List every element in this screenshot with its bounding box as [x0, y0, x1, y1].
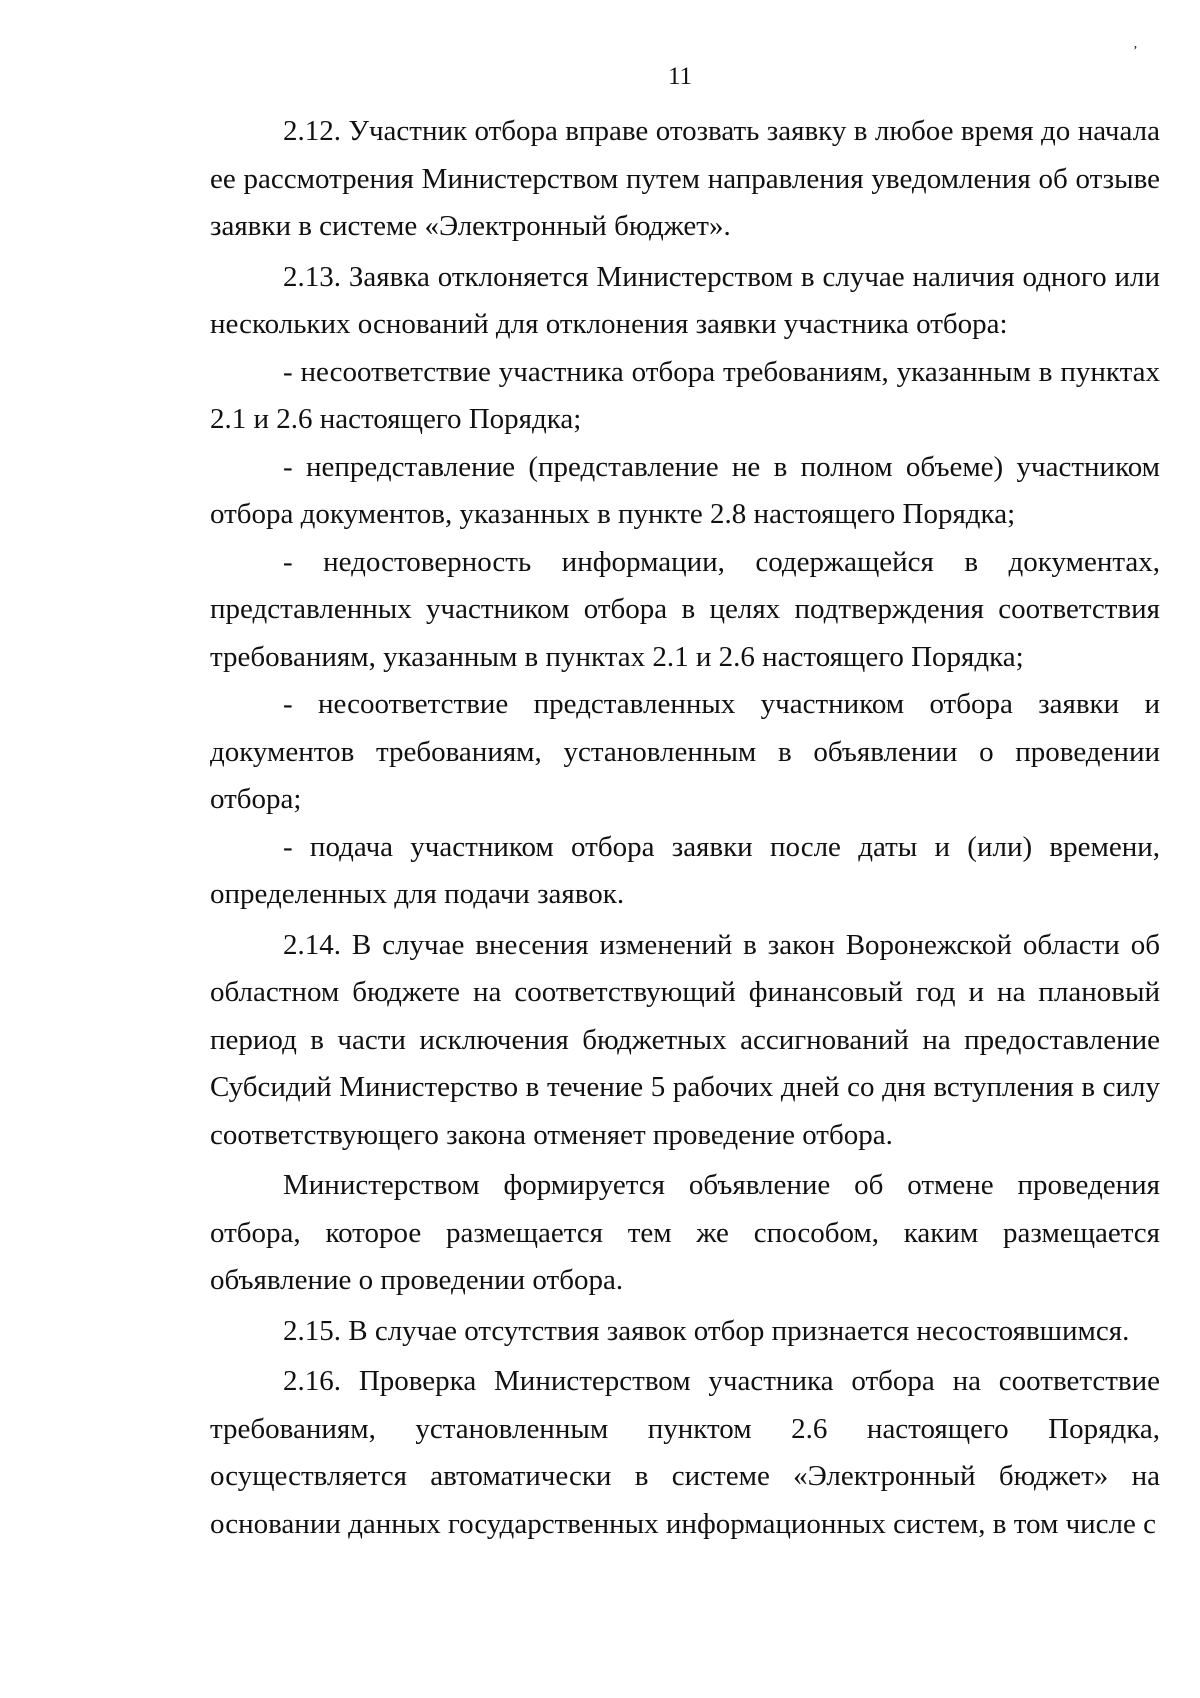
paragraph-2-14: 2.14. В случае внесения изменений в закон Воронежской области об областном бюджете на соответствующий финансовый год и на плановый период в части исключения бюджетных ассигнований на предоставление Субсидий Министерство в течение 5 рабочих дней со дня вступления в силу соответствующего закона отменяет проведение отбора. — [210, 928, 1160, 1151]
paragraph-2-12: 2.12. Участник отбора вправе отозвать заявку в любое время до начала ее рассмотрения Министерством путем направления уведомления об отзыве заявки в системе «Электронный бюджет». — [210, 115, 1160, 242]
list-item-reason-4: - несоответствие представленных участником отбора заявки и документов требованиям, установленным в объявлении о проведении отбора; — [210, 688, 1160, 815]
scan-mark: ’ — [1133, 44, 1138, 59]
list-item-reason-1: - несоответствие участника отбора требованиям, указанным в пунктах 2.1 и 2.6 настоящего Порядка; — [210, 355, 1160, 435]
page-number — [0, 62, 1200, 92]
paragraph-2-14-cancellation: Министерством формируется объявление об отмене проведения отбора, которое размещается тем же способом, каким размещается объявление о проведении отбора. — [210, 1169, 1160, 1296]
list-item-reason-2: - непредставление (представление не в полном объеме) участником отбора документов, указанных в пункте 2.8 настоящего Порядка; — [210, 450, 1160, 530]
document-body — [210, 108, 1160, 1548]
paragraph-2-13: 2.13. Заявка отклоняется Министерством в случае наличия одного или нескольких оснований для отклонения заявки участника отбора: — [210, 260, 1160, 340]
page-number-text: 11 — [667, 63, 693, 90]
paragraph-2-15: 2.15. В случае отсутствия заявок отбор признается несостоявшимся. — [283, 1314, 1130, 1347]
list-item-reason-3: - недостоверность информации, содержащейся в документах, представленных участником отбора в целях подтверждения соответствия требованиям, указанным в пунктах 2.1 и 2.6 настоящего Порядка; — [210, 545, 1160, 673]
paragraph-2-16: 2.16. Проверка Министерством участника отбора на соответствие требованиям, установленным пунктом 2.6 настоящего Порядка, осуществляется автоматически в системе «Электронный бюджет» на основании данных государственных информационных систем, в том числе с — [210, 1365, 1160, 1540]
list-item-reason-5: - подача участником отбора заявки после даты и (или) времени, определенных для подачи заявок. — [210, 830, 1160, 910]
